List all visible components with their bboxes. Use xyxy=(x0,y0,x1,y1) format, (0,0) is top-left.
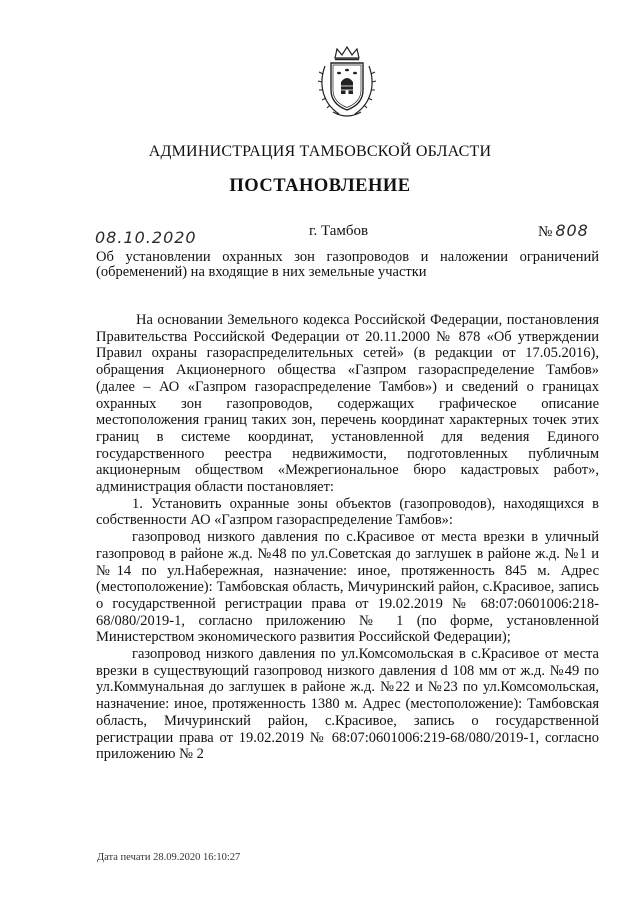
organization-name: АДМИНИСТРАЦИЯ ТАМБОВСКОЙ ОБЛАСТИ xyxy=(148,143,492,160)
body-paragraph-item-1: 1. Установить охранные зоны объектов (газопроводов), находящихся в собственности АО «Газпром газораспределение Тамбов»: xyxy=(96,495,599,529)
document-subject: Об установлении охранных зон газопроводов и наложении ограничений (обременений) на входящие в них земельные участки xyxy=(96,249,599,280)
document-date: 08.10.2020 xyxy=(95,228,197,247)
document-body xyxy=(96,312,599,763)
document-type-title: ПОСТАНОВЛЕНИЕ xyxy=(229,176,411,196)
document-city: г. Тамбов xyxy=(309,223,369,239)
body-paragraph-pipeline-1: газопровод низкого давления по с.Красивое от места врезки в уличный газопровод в районе ж.д. №48 по ул.Советская до заглушек в районе ж.д. №1 и №14 по ул.Набережная, назначение: иное, протяженность 845 м. Адрес (местоположение): Тамбовская область, Мичуринский район, с.Красивое, запись о государственной регистрации права от 19.02.2019 № 68:07:0601006:218-68/080/2019-1, согласно приложению № 1 (по форме, установленной Министерством экономического развития Российской Федерации); xyxy=(96,529,599,646)
number-prefix: № xyxy=(538,224,553,240)
coat-of-arms-icon xyxy=(317,44,377,120)
body-paragraph-preamble: На основании Земельного кодекса Российской Федерации, постановления Правительства Российской Федерации от 20.11.2000 № 878 «Об утверждении Правил охраны газораспределительных сетей» (в редакции от 17.05.2016), обращения Акционерного общества «Газпром газораспределение Тамбов» (далее – АО «Газпром газораспределение Тамбов») и сведений о границах охранных зон газопроводов, содержащих графическое описание местоположения границ таких зон, перечень координат характерных точек этих границ в системе координат, установленной для ведения Единого государственного реестра недвижимости, подготовленных публичным акционерным обществом «Межрегиональное бюро кадастровых работ», администрация области постановляет: xyxy=(96,312,599,496)
print-date: Дата печати 28.09.2020 16:10:27 xyxy=(97,852,241,863)
body-paragraph-pipeline-2: газопровод низкого давления по ул.Комсомольская в с.Красивое от места врезки в существующий газопровод низкого давления d 108 мм от ж.д. №49 по ул.Коммунальная до заглушек в районе ж.д. №22 и №23 по ул.Комсомольская, назначение: иное, протяженность 1380 м. Адрес (местоположение): Тамбовская область, Мичуринский район, с.Красивое, запись о государственной регистрации права от 19.02.2019 № 68:07:0601006:219-68/080/2019-1, согласно приложению № 2 xyxy=(96,646,599,763)
document-number xyxy=(538,221,589,241)
number-value: 808 xyxy=(555,221,589,240)
